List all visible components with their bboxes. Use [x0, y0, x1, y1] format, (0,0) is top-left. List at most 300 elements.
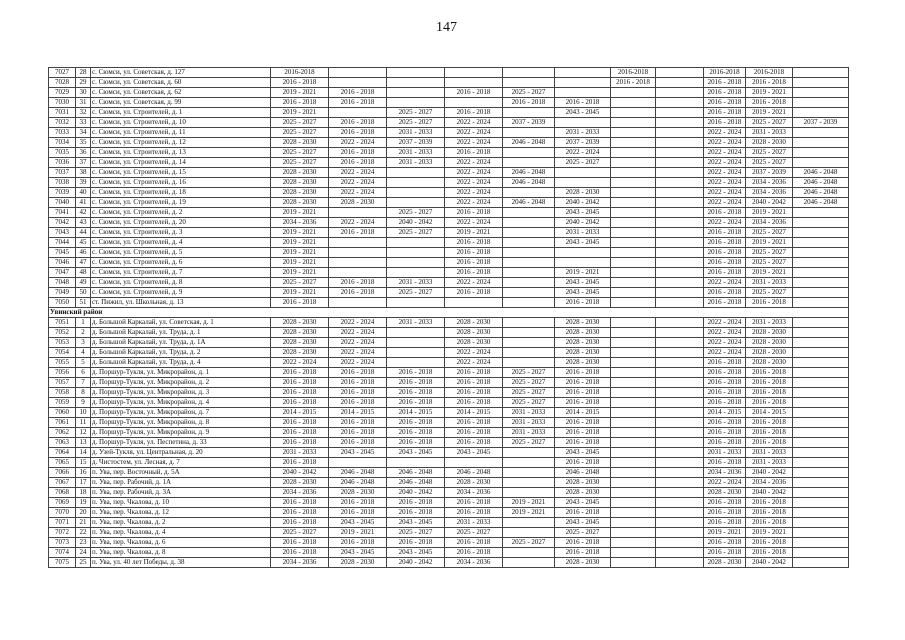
period-cell — [793, 158, 849, 168]
address-cell: п. Ува, пер. Восточный, д. 5А — [91, 468, 271, 478]
table-row — [49, 128, 849, 138]
period-cell: 2028 - 2030 — [555, 328, 611, 338]
period-cell — [793, 488, 849, 498]
period-cell — [793, 98, 849, 108]
row-number-cell: 2 — [76, 328, 91, 338]
period-cell — [611, 248, 656, 258]
row-number-cell: 36 — [76, 148, 91, 158]
period-cell: 2016 - 2018 — [704, 378, 746, 388]
row-id-cell: 7034 — [49, 138, 76, 148]
period-cell — [793, 418, 849, 428]
period-cell: 2031 - 2033 — [503, 428, 555, 438]
address-cell: п. Ува, пер. Чкалова, д. 12 — [91, 508, 271, 518]
period-cell: 2016 - 2018 — [704, 438, 746, 448]
address-cell: с. Сюмси, ул. Строителей, д. 15 — [91, 168, 271, 178]
table-row — [49, 338, 849, 348]
address-cell: д. Большой Каркалай, ул. Труда, д. 1 — [91, 328, 271, 338]
period-cell: 2016 - 2018 — [445, 88, 503, 98]
table-row — [49, 538, 849, 548]
period-cell — [387, 78, 445, 88]
period-cell — [611, 268, 656, 278]
period-cell — [793, 558, 849, 568]
period-cell: 2034 - 2036 — [445, 488, 503, 498]
period-cell: 2034 - 2036 — [445, 558, 503, 568]
period-cell: 2028 - 2030 — [746, 358, 793, 368]
period-cell: 2022 - 2024 — [329, 328, 387, 338]
period-cell — [611, 238, 656, 248]
row-number-cell: 30 — [76, 88, 91, 98]
period-cell — [793, 398, 849, 408]
period-cell: 2016 - 2018 — [704, 258, 746, 268]
period-cell — [611, 478, 656, 488]
period-cell: 2031 - 2033 — [704, 448, 746, 458]
period-cell: 2040 - 2042 — [387, 558, 445, 568]
period-cell: 2034 - 2036 — [746, 218, 793, 228]
period-cell: 2046 - 2048 — [793, 198, 849, 208]
period-cell: 2022 - 2024 — [445, 158, 503, 168]
period-cell: 2014 - 2015 — [704, 408, 746, 418]
period-cell: 2016 - 2018 — [704, 248, 746, 258]
row-number-cell: 46 — [76, 248, 91, 258]
period-cell: 2016 - 2018 — [445, 108, 503, 118]
period-cell: 2025 - 2027 — [746, 228, 793, 238]
period-cell: 2019 - 2021 — [746, 208, 793, 218]
period-cell: 2022 - 2024 — [329, 188, 387, 198]
table-row — [49, 248, 849, 258]
row-number-cell: 15 — [76, 458, 91, 468]
period-cell: 2019 - 2021 — [271, 208, 329, 218]
period-cell: 2016 - 2018 — [704, 298, 746, 308]
period-cell: 2016 - 2018 — [329, 368, 387, 378]
address-cell: п. Ува, пер. Чкалова, д. 4 — [91, 528, 271, 538]
address-cell: д. Поршур-Тукля, ул. Микрорайон, д. 3 — [91, 388, 271, 398]
address-cell: д. Узей-Тукля, ул. Центральная, д. 20 — [91, 448, 271, 458]
period-cell — [656, 108, 704, 118]
period-cell — [793, 68, 849, 78]
period-cell: 2019 - 2021 — [746, 238, 793, 248]
period-cell: 2031 - 2033 — [387, 158, 445, 168]
period-cell: 2019 - 2021 — [329, 528, 387, 538]
table-row — [49, 548, 849, 558]
period-cell: 2028 - 2030 — [271, 138, 329, 148]
table-row — [49, 168, 849, 178]
period-cell — [329, 248, 387, 258]
period-cell: 2016 - 2018 — [704, 458, 746, 468]
period-cell — [387, 258, 445, 268]
period-cell: 2016 - 2018 — [445, 378, 503, 388]
period-cell: 2016 - 2018 — [746, 298, 793, 308]
address-cell: с. Сюмси, ул. Строителей, д. 19 — [91, 198, 271, 208]
period-cell — [611, 88, 656, 98]
period-cell: 2016 - 2018 — [555, 418, 611, 428]
period-cell: 2019 - 2021 — [271, 288, 329, 298]
period-cell — [656, 338, 704, 348]
period-cell: 2037 - 2039 — [746, 168, 793, 178]
period-cell: 2016 - 2018 — [555, 98, 611, 108]
period-cell — [503, 478, 555, 488]
period-cell: 2016 - 2018 — [746, 78, 793, 88]
period-cell: 2016 - 2018 — [555, 368, 611, 378]
period-cell: 2019 - 2021 — [746, 108, 793, 118]
period-cell: 2028 - 2030 — [271, 348, 329, 358]
table-row — [49, 158, 849, 168]
period-cell: 2016 - 2018 — [746, 418, 793, 428]
table-row — [49, 438, 849, 448]
period-cell: 2031 - 2033 — [746, 318, 793, 328]
period-cell: 2016 - 2018 — [704, 108, 746, 118]
period-cell: 2046 - 2048 — [503, 168, 555, 178]
period-cell — [656, 348, 704, 358]
period-cell — [387, 358, 445, 368]
period-cell: 2046 - 2048 — [445, 468, 503, 478]
row-number-cell: 28 — [76, 68, 91, 78]
period-cell: 2022 - 2024 — [329, 138, 387, 148]
period-cell — [611, 508, 656, 518]
period-cell: 2016 - 2018 — [503, 98, 555, 108]
period-cell: 2016 - 2018 — [555, 508, 611, 518]
period-cell — [656, 428, 704, 438]
period-cell: 2016 - 2018 — [329, 388, 387, 398]
period-cell: 2016 - 2018 — [387, 388, 445, 398]
period-cell: 2016 - 2018 — [329, 288, 387, 298]
period-cell: 2016 - 2018 — [445, 508, 503, 518]
table-row — [49, 148, 849, 158]
period-cell — [387, 198, 445, 208]
period-cell: 2028 - 2030 — [555, 478, 611, 488]
row-id-cell: 7057 — [49, 378, 76, 388]
period-cell — [656, 178, 704, 188]
row-id-cell: 7054 — [49, 348, 76, 358]
period-cell — [611, 498, 656, 508]
period-cell: 2046 - 2048 — [329, 478, 387, 488]
period-cell: 2016 - 2018 — [704, 268, 746, 278]
period-cell — [611, 288, 656, 298]
row-id-cell: 7047 — [49, 268, 76, 278]
period-cell — [387, 298, 445, 308]
table-row — [49, 358, 849, 368]
table-body — [49, 68, 849, 568]
period-cell: 2016 - 2018 — [445, 538, 503, 548]
period-cell — [611, 328, 656, 338]
period-cell — [656, 468, 704, 478]
row-number-cell: 10 — [76, 408, 91, 418]
period-cell: 2025 - 2027 — [503, 378, 555, 388]
row-number-cell: 45 — [76, 238, 91, 248]
period-cell — [611, 258, 656, 268]
period-cell — [503, 518, 555, 528]
section-title: Увинский район — [49, 308, 849, 318]
period-cell: 2016 - 2018 — [746, 548, 793, 558]
period-cell — [611, 458, 656, 468]
period-cell: 2028 - 2030 — [555, 338, 611, 348]
period-cell: 2022 - 2024 — [445, 128, 503, 138]
period-cell — [611, 148, 656, 158]
period-cell: 2016 - 2018 — [445, 388, 503, 398]
period-cell — [793, 328, 849, 338]
row-number-cell: 1 — [76, 318, 91, 328]
period-cell — [656, 68, 704, 78]
period-cell — [793, 278, 849, 288]
period-cell — [793, 268, 849, 278]
period-cell — [793, 518, 849, 528]
period-cell: 2016 - 2018 — [271, 368, 329, 378]
row-id-cell: 7027 — [49, 68, 76, 78]
period-cell: 2022 - 2024 — [445, 168, 503, 178]
period-cell: 2019 - 2021 — [746, 528, 793, 538]
period-cell: 2025 - 2027 — [503, 438, 555, 448]
period-cell — [656, 88, 704, 98]
period-cell: 2043 - 2045 — [555, 518, 611, 528]
period-cell: 2037 - 2039 — [387, 138, 445, 148]
table-row — [49, 298, 849, 308]
period-cell: 2016 - 2018 — [555, 298, 611, 308]
period-cell: 2019 - 2021 — [271, 268, 329, 278]
period-cell: 2034 - 2036 — [746, 178, 793, 188]
period-cell — [793, 108, 849, 118]
period-cell: 2031 - 2033 — [445, 518, 503, 528]
period-cell: 2037 - 2039 — [503, 118, 555, 128]
period-cell — [656, 378, 704, 388]
period-cell: 2022 - 2024 — [704, 478, 746, 488]
period-cell — [656, 388, 704, 398]
table-row — [49, 448, 849, 458]
period-cell: 2025 - 2027 — [555, 158, 611, 168]
address-cell: п. Ува, пер. Чкалова, д. 2 — [91, 518, 271, 528]
address-cell: с. Сюмси, ул. Советская, д. 127 — [91, 68, 271, 78]
row-number-cell: 43 — [76, 218, 91, 228]
row-number-cell: 42 — [76, 208, 91, 218]
period-cell — [793, 318, 849, 328]
period-cell: 2014 - 2015 — [329, 408, 387, 418]
period-cell: 2014 - 2015 — [445, 408, 503, 418]
period-cell — [611, 298, 656, 308]
period-cell: 2043 - 2045 — [387, 518, 445, 528]
period-cell — [387, 338, 445, 348]
table-row — [49, 368, 849, 378]
period-cell: 2046 - 2048 — [503, 138, 555, 148]
period-cell: 2043 - 2045 — [555, 498, 611, 508]
period-cell: 2025 - 2027 — [271, 278, 329, 288]
period-cell — [793, 338, 849, 348]
period-cell — [656, 228, 704, 238]
row-number-cell: 44 — [76, 228, 91, 238]
period-cell: 2040 - 2042 — [746, 488, 793, 498]
period-cell: 2040 - 2042 — [271, 468, 329, 478]
row-id-cell: 7063 — [49, 438, 76, 448]
row-number-cell: 38 — [76, 168, 91, 178]
period-cell — [656, 198, 704, 208]
period-cell: 2016 - 2018 — [271, 438, 329, 448]
row-number-cell: 17 — [76, 478, 91, 488]
row-number-cell: 48 — [76, 268, 91, 278]
period-cell — [329, 258, 387, 268]
period-cell: 2016 - 2018 — [271, 428, 329, 438]
period-cell — [656, 128, 704, 138]
period-cell — [503, 448, 555, 458]
row-id-cell: 7029 — [49, 88, 76, 98]
period-cell — [503, 338, 555, 348]
period-cell: 2031 - 2033 — [555, 128, 611, 138]
period-cell: 2043 - 2045 — [555, 288, 611, 298]
period-cell: 2025 - 2027 — [503, 388, 555, 398]
row-id-cell: 7036 — [49, 158, 76, 168]
period-cell: 2016 - 2018 — [445, 418, 503, 428]
period-cell: 2016-2018 — [704, 68, 746, 78]
period-cell — [793, 148, 849, 158]
period-cell — [656, 498, 704, 508]
period-cell: 2016 - 2018 — [387, 418, 445, 428]
period-cell: 2016 - 2018 — [329, 88, 387, 98]
period-cell: 2014 - 2015 — [746, 408, 793, 418]
period-cell — [445, 98, 503, 108]
table-row — [49, 398, 849, 408]
period-cell: 2016 - 2018 — [704, 208, 746, 218]
row-id-cell: 7052 — [49, 328, 76, 338]
period-cell: 2022 - 2024 — [704, 168, 746, 178]
period-cell: 2016 - 2018 — [329, 228, 387, 238]
period-cell: 2031 - 2033 — [387, 318, 445, 328]
period-cell: 2016 - 2018 — [271, 458, 329, 468]
table-row — [49, 428, 849, 438]
period-cell: 2046 - 2048 — [555, 468, 611, 478]
period-cell: 2016 - 2018 — [704, 398, 746, 408]
address-cell: п. Ува, пер. Чкалова, д. 10 — [91, 498, 271, 508]
period-cell: 2022 - 2024 — [329, 218, 387, 228]
period-cell: 2046 - 2048 — [793, 188, 849, 198]
period-cell: 2043 - 2045 — [555, 108, 611, 118]
period-cell — [793, 348, 849, 358]
period-cell: 2031 - 2033 — [746, 278, 793, 288]
period-cell — [611, 488, 656, 498]
period-cell — [611, 318, 656, 328]
table-row — [49, 188, 849, 198]
period-cell: 2016 - 2018 — [704, 428, 746, 438]
row-id-cell: 7069 — [49, 498, 76, 508]
period-cell: 2016 - 2018 — [445, 438, 503, 448]
period-cell: 2028 - 2030 — [271, 318, 329, 328]
period-cell: 2016 - 2018 — [271, 78, 329, 88]
period-cell — [793, 448, 849, 458]
period-cell: 2040 - 2042 — [555, 218, 611, 228]
period-cell: 2022 - 2024 — [704, 198, 746, 208]
address-cell: д. Большой Каркалай, ул. Советская, д. 1 — [91, 318, 271, 328]
row-id-cell: 7033 — [49, 128, 76, 138]
period-cell: 2016 - 2018 — [271, 508, 329, 518]
address-cell: с. Сюмси, ул. Строителей, д. 13 — [91, 148, 271, 158]
row-number-cell: 41 — [76, 198, 91, 208]
period-cell — [656, 218, 704, 228]
table-row — [49, 178, 849, 188]
period-cell: 2016 - 2018 — [704, 548, 746, 558]
row-number-cell: 51 — [76, 298, 91, 308]
address-cell: д. Большой Каркалай, ул. Труда, д. 2 — [91, 348, 271, 358]
row-id-cell: 7060 — [49, 408, 76, 418]
period-cell: 2022 - 2024 — [704, 158, 746, 168]
period-cell: 2028 - 2030 — [555, 488, 611, 498]
row-number-cell: 22 — [76, 528, 91, 538]
table-row — [49, 218, 849, 228]
period-cell: 2022 - 2024 — [329, 338, 387, 348]
period-cell: 2025 - 2027 — [503, 368, 555, 378]
period-cell: 2046 - 2048 — [793, 168, 849, 178]
row-id-cell: 7061 — [49, 418, 76, 428]
period-cell — [793, 458, 849, 468]
period-cell: 2022 - 2024 — [704, 138, 746, 148]
table-row — [49, 468, 849, 478]
period-cell: 2022 - 2024 — [445, 278, 503, 288]
table-row — [49, 108, 849, 118]
period-cell — [656, 408, 704, 418]
period-cell — [611, 338, 656, 348]
period-cell: 2022 - 2024 — [704, 338, 746, 348]
period-cell — [387, 348, 445, 358]
period-cell: 2022 - 2024 — [704, 128, 746, 138]
period-cell — [611, 398, 656, 408]
period-cell — [503, 528, 555, 538]
period-cell: 2016 - 2018 — [555, 398, 611, 408]
period-cell: 2016 - 2018 — [329, 278, 387, 288]
period-cell — [793, 388, 849, 398]
period-cell — [656, 158, 704, 168]
period-cell — [387, 88, 445, 98]
period-cell — [656, 148, 704, 158]
period-cell — [503, 228, 555, 238]
period-cell: 2022 - 2024 — [445, 188, 503, 198]
period-cell: 2016 - 2018 — [555, 428, 611, 438]
period-cell: 2016 - 2018 — [271, 518, 329, 528]
period-cell: 2025 - 2027 — [503, 538, 555, 548]
period-cell: 2043 - 2045 — [329, 518, 387, 528]
period-cell: 2028 - 2030 — [746, 338, 793, 348]
address-cell: д. Поршур-Тукля, ул. Микрорайон, д. 8 — [91, 418, 271, 428]
period-cell: 2019 - 2021 — [271, 248, 329, 258]
address-cell: п. Ува, пер. Чкалова, д. 6 — [91, 538, 271, 548]
period-cell — [611, 468, 656, 478]
period-cell: 2025 - 2027 — [271, 158, 329, 168]
period-cell: 2016 - 2018 — [746, 368, 793, 378]
address-cell: д. Чистостем, ул. Лесная, д. 7 — [91, 458, 271, 468]
period-cell — [656, 78, 704, 88]
period-cell: 2016 - 2018 — [746, 398, 793, 408]
period-cell: 2043 - 2045 — [387, 548, 445, 558]
row-id-cell: 7031 — [49, 108, 76, 118]
period-cell: 2016 - 2018 — [445, 368, 503, 378]
period-cell: 2043 - 2045 — [555, 238, 611, 248]
address-cell: с. Сюмси, ул. Строителей, д. 5 — [91, 248, 271, 258]
period-cell: 2016 - 2018 — [555, 378, 611, 388]
period-cell: 2016-2018 — [611, 68, 656, 78]
table-row — [49, 198, 849, 208]
period-cell — [387, 98, 445, 108]
period-cell: 2028 - 2030 — [445, 328, 503, 338]
address-cell: с. Сюмси, ул. Строителей, д. 12 — [91, 138, 271, 148]
period-cell: 2016 - 2018 — [746, 518, 793, 528]
period-cell: 2025 - 2027 — [387, 228, 445, 238]
period-cell: 2016 - 2018 — [746, 428, 793, 438]
period-cell — [793, 258, 849, 268]
row-id-cell: 7048 — [49, 278, 76, 288]
period-cell: 2016 - 2018 — [704, 78, 746, 88]
period-cell: 2043 - 2045 — [555, 208, 611, 218]
row-number-cell: 8 — [76, 388, 91, 398]
period-cell — [503, 148, 555, 158]
row-id-cell: 7066 — [49, 468, 76, 478]
period-cell: 2043 - 2045 — [555, 448, 611, 458]
period-cell: 2016 - 2018 — [555, 538, 611, 548]
period-cell: 2022 - 2024 — [704, 188, 746, 198]
period-cell: 2016 - 2018 — [271, 378, 329, 388]
period-cell: 2016 - 2018 — [445, 498, 503, 508]
